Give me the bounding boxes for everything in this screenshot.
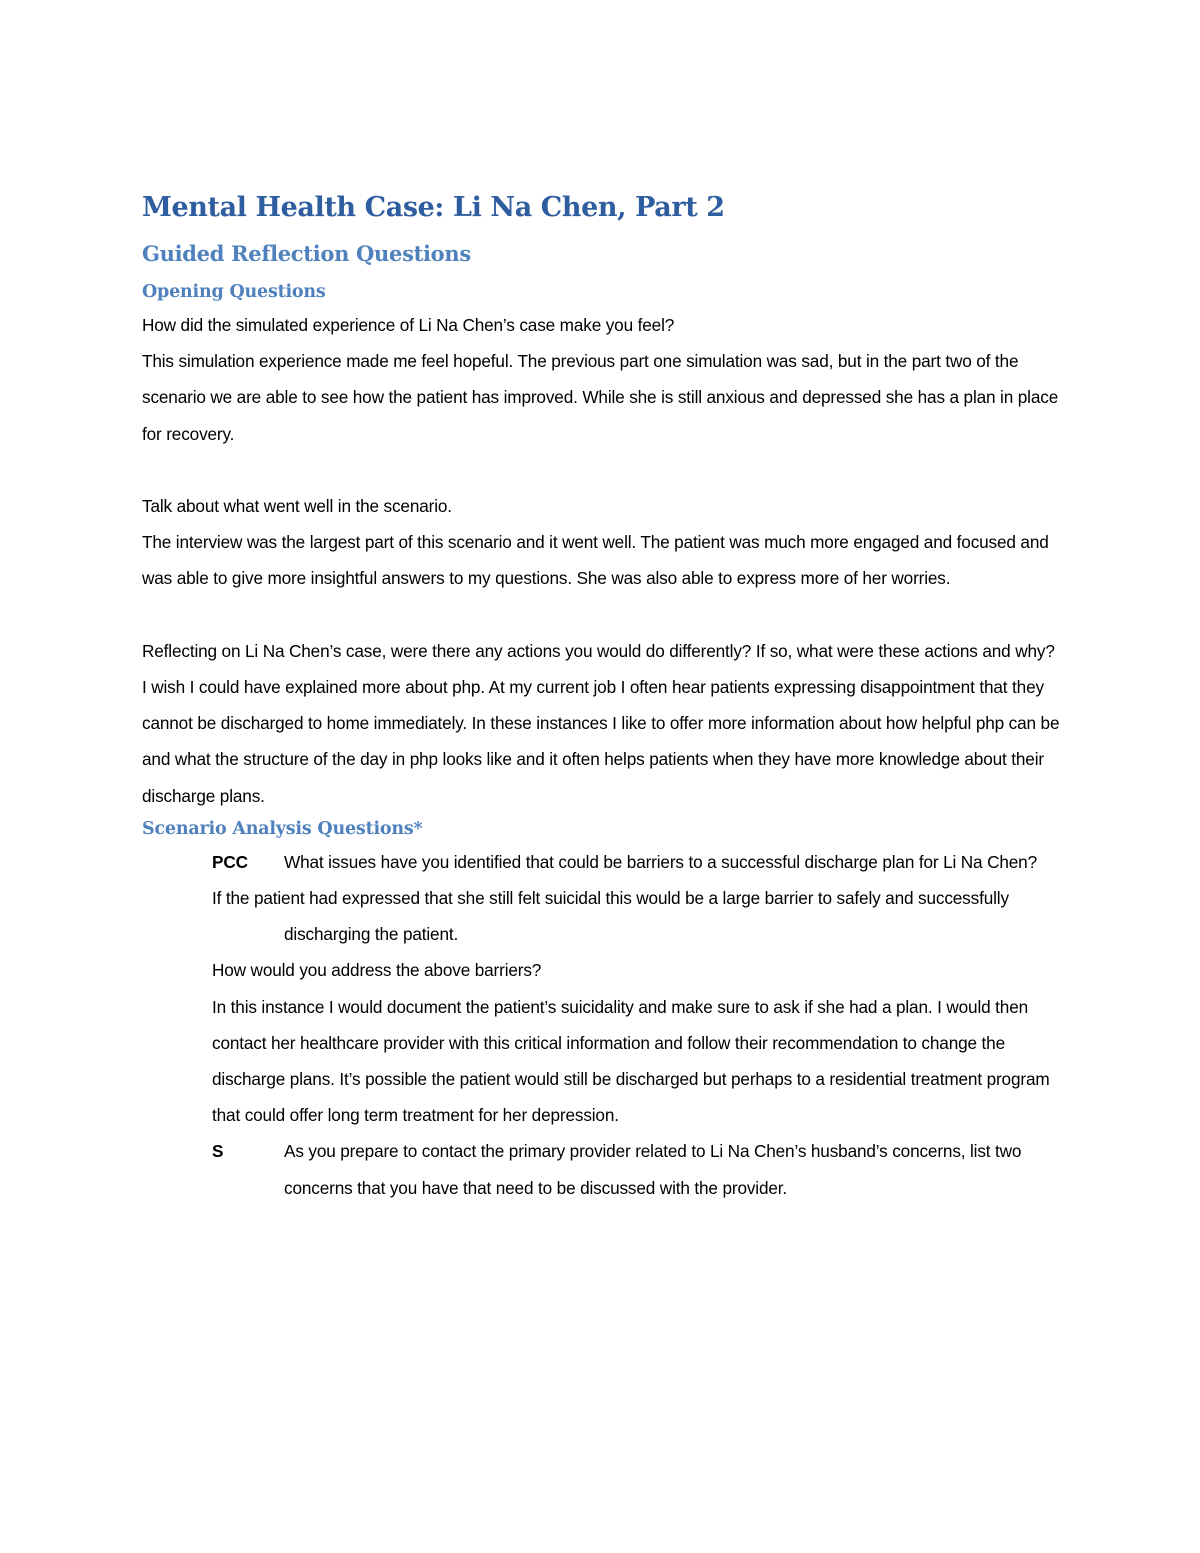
opening-question-2: Talk about what went well in the scenario. [142, 496, 452, 516]
opening-question-3: Reflecting on Li Na Chen’s case, were there any actions you would do differently? If so, what were these actions and why? [142, 640, 1055, 661]
scenario-followup-question: How would you address the above barriers? [212, 960, 542, 981]
opening-question-1: How did the simulated experience of Li Na Chen’s case make you feel? [142, 315, 675, 335]
scenario-followup-answer: In this instance I would document the patient’s suicidality and make sure to ask if she had a plan. I would then contact her healthcare provider with this critical information and follow their recommendation to change the discharge plans. It’s possible the patient would still be discharged but perhaps to a residential treatment program that could offer long term treatment for her depression. [212, 996, 1050, 1126]
scenario-item-s [212, 1133, 1062, 1205]
page-title: Mental Health Case: Li Na Chen, Part 2 [142, 192, 725, 223]
spacer [142, 452, 1062, 488]
scenario-question-pcc: What issues have you identified that could be barriers to a successful discharge plan for Li Na Chen? [284, 851, 1037, 872]
item-code-s: S [212, 1141, 224, 1162]
scenario-item-pcc [212, 844, 1062, 880]
scenario-answer-pcc: If the patient had expressed that she still felt suicidal this would be a large barrier to safely and successfully discharging the patient. [212, 888, 1009, 945]
opening-answer-2: The interview was the largest part of this scenario and it went well. The patient was much more engaged and focused and was able to give more insightful answers to my questions. She was also able to express more of her worries. [142, 532, 1049, 589]
spacer [142, 597, 1062, 633]
opening-answer-3: I wish I could have explained more about php. At my current job I often hear patients expressing disappointment that they cannot be discharged to home immediately. In these instances I like to offer more information about how helpful php can be and what the structure of the day in php looks like and it often helps patients when they have more knowledge about their discharge plans. [142, 677, 1060, 806]
subheading-scenario-analysis: Scenario Analysis Questions* [142, 818, 423, 839]
opening-answer-1: This simulation experience made me feel hopeful. The previous part one simulation was sad, but in the part two of the scenario we are able to see how the patient has improved. While she is still anxious and depressed she has a plan in place for recovery. [142, 351, 1059, 444]
scenario-question-s: As you prepare to contact the primary provider related to Li Na Chen’s husband’s concerns, list two concerns that you have that need to be discussed with the provider. [284, 1141, 1022, 1198]
document-body [142, 188, 1062, 1206]
section-heading-guided-reflection: Guided Reflection Questions [142, 241, 471, 266]
item-code-pcc: PCC [212, 851, 248, 872]
subheading-opening-questions: Opening Questions [142, 282, 326, 302]
